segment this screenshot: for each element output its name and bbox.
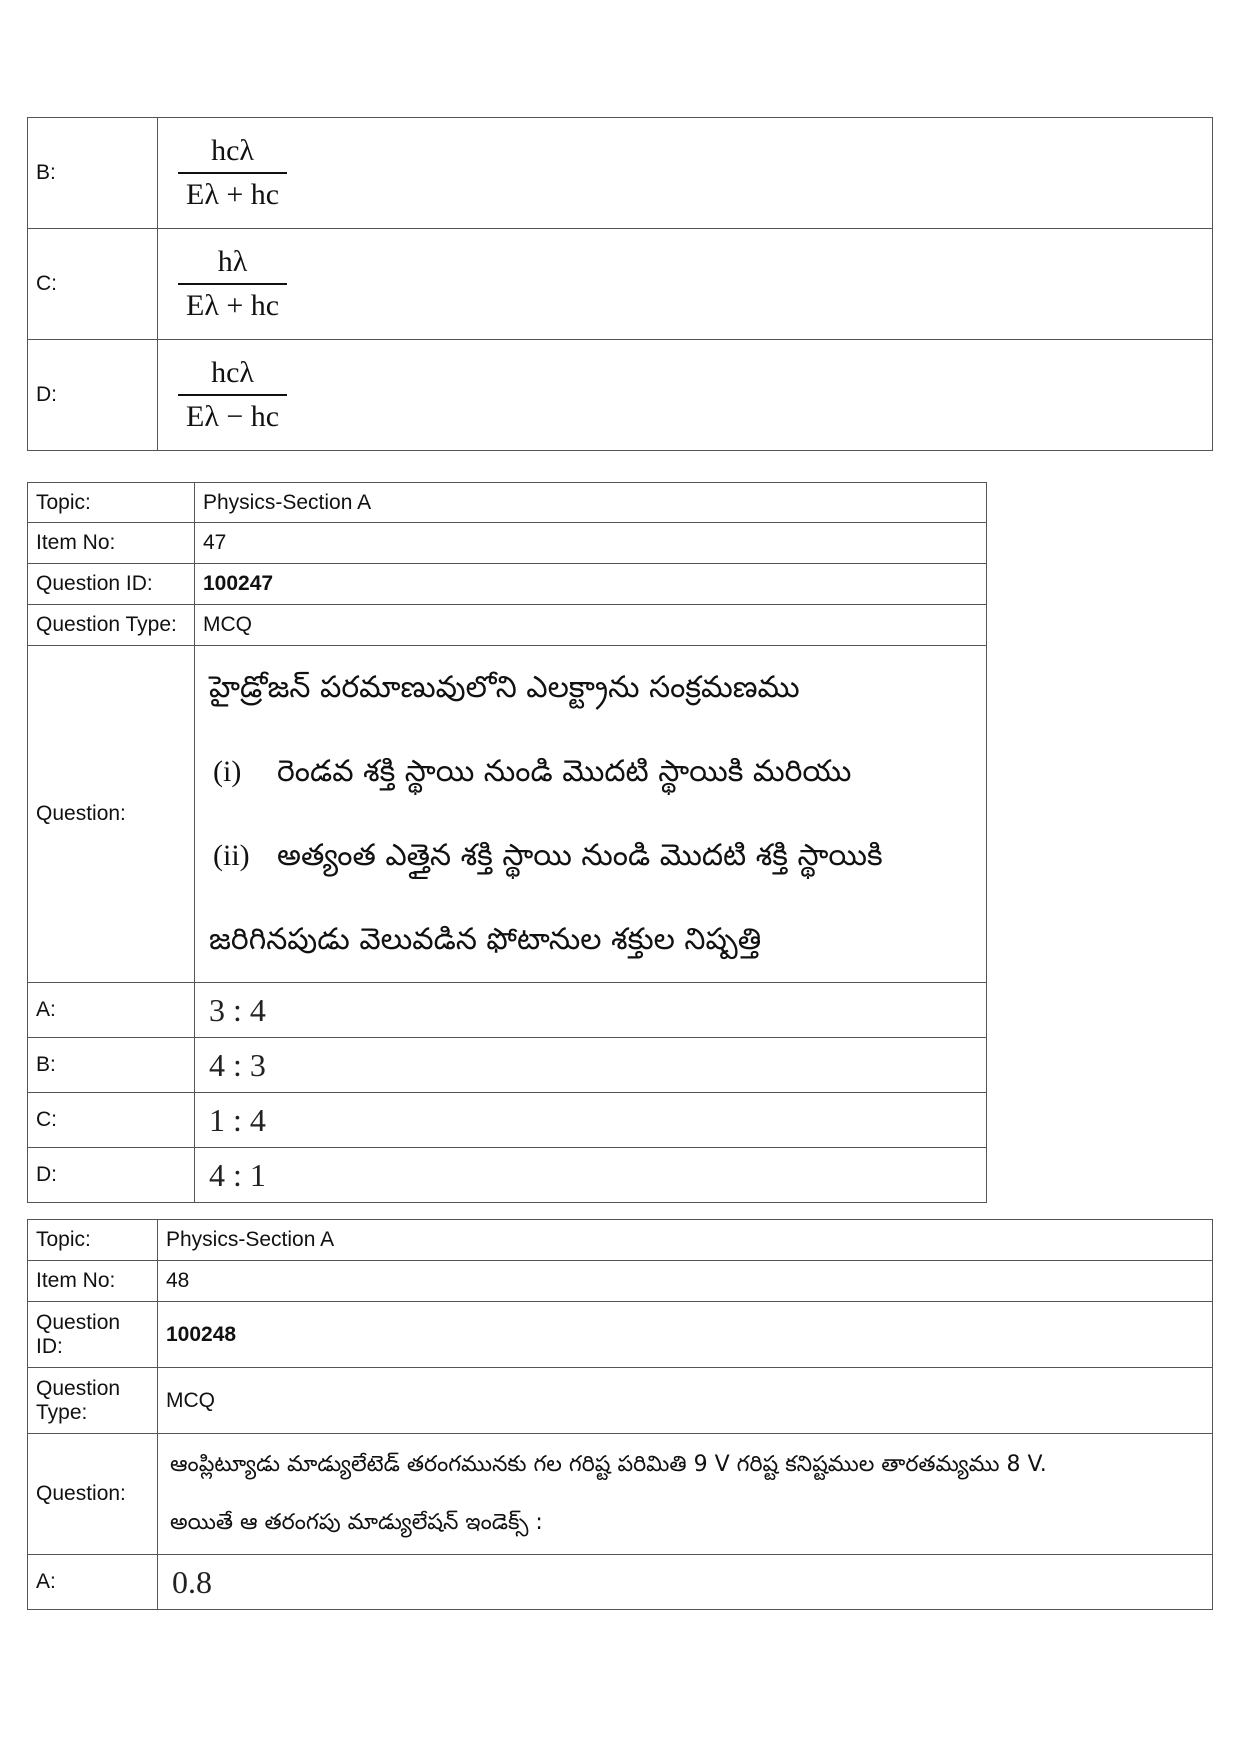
question-id-value: 100248 xyxy=(158,1302,1213,1368)
option-label: A: xyxy=(28,983,195,1038)
fraction xyxy=(178,356,287,434)
option-formula xyxy=(158,118,1213,229)
option-row xyxy=(28,340,1213,451)
item-label: Item No: xyxy=(28,1261,158,1302)
topic-row xyxy=(28,1220,1213,1261)
item-value: 48 xyxy=(158,1261,1213,1302)
question-text xyxy=(158,1434,1213,1555)
denominator: Eλ + hc xyxy=(186,289,280,322)
question-line: జరిగినపుడు వెలువడిన ఫోటానుల శక్తుల నిష్పత్తి xyxy=(209,922,762,957)
question-type-value: MCQ xyxy=(158,1368,1213,1434)
option-row xyxy=(28,229,1213,340)
question-label: Question: xyxy=(28,1434,158,1555)
topic-label: Topic: xyxy=(28,1220,158,1261)
question-line: అయితే ఆ తరంగపు మాడ్యులేషన్ ఇండెక్స్ : xyxy=(170,1510,543,1535)
question-row xyxy=(28,646,987,983)
topic-label: Topic: xyxy=(28,483,195,523)
fraction xyxy=(178,245,287,323)
option-value: 0.8 xyxy=(158,1555,1213,1610)
item-row xyxy=(28,523,987,564)
option-row xyxy=(28,1148,987,1203)
question-line xyxy=(203,730,978,814)
question-line xyxy=(203,814,978,898)
question-id-row xyxy=(28,1302,1213,1368)
denominator: Eλ + hc xyxy=(186,178,280,211)
numerator: hcλ xyxy=(211,134,254,167)
option-label: C: xyxy=(28,1093,195,1148)
item-row xyxy=(28,1261,1213,1302)
prev-question-options-table xyxy=(27,117,1213,451)
question-47-table xyxy=(27,482,987,1203)
question-id-label: Question ID: xyxy=(28,564,195,605)
option-row xyxy=(28,1038,987,1093)
question-line-text: రెండవ శక్తి స్థాయి నుండి మొదటి స్థాయికి మరియు xyxy=(277,754,852,789)
question-label: Question: xyxy=(28,646,195,983)
option-label: B: xyxy=(28,118,158,229)
question-row xyxy=(28,1434,1213,1555)
option-label: D: xyxy=(28,1148,195,1203)
option-label: C: xyxy=(28,229,158,340)
question-id-value: 100247 xyxy=(195,564,987,605)
option-value: 3 : 4 xyxy=(195,983,987,1038)
question-line: హైడ్రోజన్ పరమాణువులోని ఎలక్ట్రాను సంక్రమణము xyxy=(209,670,800,705)
denominator: Eλ − hc xyxy=(186,400,280,433)
option-row xyxy=(28,1555,1213,1610)
topic-value: Physics-Section A xyxy=(158,1220,1213,1261)
option-label: A: xyxy=(28,1555,158,1610)
question-type-row xyxy=(28,1368,1213,1434)
question-line-text: అత్యంత ఎత్తైన శక్తి స్థాయి నుండి మొదటి శక్తి స్థాయికి xyxy=(277,838,883,873)
option-value: 1 : 4 xyxy=(195,1093,987,1148)
option-value: 4 : 1 xyxy=(195,1148,987,1203)
question-line: ఆంప్లిట్యూడు మాడ్యులేటెడ్ తరంగమునకు గల గరిష్ట పరిమితి 9 V గరిష్ట కనిష్టముల తారతమ్యము 8 V. xyxy=(170,1452,1047,1477)
question-text xyxy=(195,646,987,983)
roman-numeral: (ii) xyxy=(213,839,250,872)
option-row xyxy=(28,983,987,1038)
option-value: 4 : 3 xyxy=(195,1038,987,1093)
topic-value: Physics-Section A xyxy=(195,483,987,523)
option-label: B: xyxy=(28,1038,195,1093)
question-id-row xyxy=(28,564,987,605)
option-row xyxy=(28,1093,987,1148)
item-label: Item No: xyxy=(28,523,195,564)
item-value: 47 xyxy=(195,523,987,564)
question-type-value: MCQ xyxy=(195,605,987,646)
question-type-row xyxy=(28,605,987,646)
question-type-label: Question Type: xyxy=(28,605,195,646)
roman-numeral: (i) xyxy=(213,755,242,788)
question-type-label: Question Type: xyxy=(28,1368,158,1434)
question-id-label: Question ID: xyxy=(28,1302,158,1368)
option-formula xyxy=(158,340,1213,451)
numerator: hcλ xyxy=(211,356,254,389)
numerator: hλ xyxy=(217,245,248,278)
option-label: D: xyxy=(28,340,158,451)
topic-row xyxy=(28,483,987,523)
option-formula xyxy=(158,229,1213,340)
fraction xyxy=(178,134,287,212)
question-48-table xyxy=(27,1219,1213,1610)
option-row xyxy=(28,118,1213,229)
